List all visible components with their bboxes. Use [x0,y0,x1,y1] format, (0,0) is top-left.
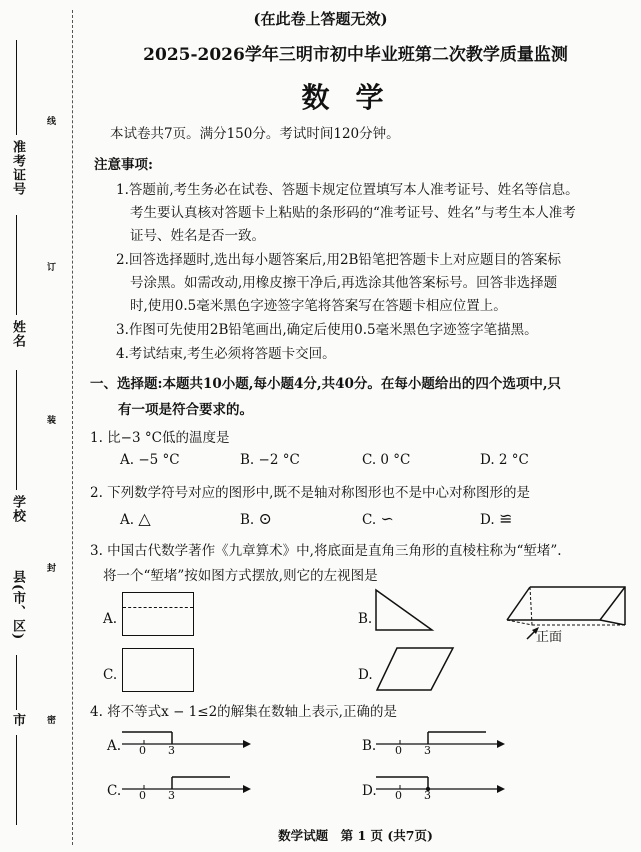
school-blank[interactable] [16,370,17,490]
tick-label-3: 3 [168,744,175,757]
section-heading-cont: 有一项是符合要求的。 [118,402,253,418]
q4-option-c-label: C. [107,783,122,799]
page-footer: 数学试题 第 1 页 (共7页) [278,828,433,843]
front-label: 正面 [536,630,563,645]
prism-figure [505,585,635,655]
q2-option-d: D. ≌ [480,509,513,528]
seal-mark-ding: 订 [45,262,55,271]
q3-option-a-rectangle-dashed [122,592,194,636]
question-4-stem: 4. 将不等式x − 1≤2的解集在数轴上表示,正确的是 [90,704,397,720]
dashed-line [123,607,193,608]
note-line: 1.答题前,考生务必在试卷、答题卡规定位置填写本人准考证号、姓名等信息。 [116,182,579,198]
notes-heading: 注意事项: [94,157,153,173]
name-blank[interactable] [16,215,17,315]
question-1-stem: 1. 比−3 °C低的温度是 [90,430,230,446]
q3-option-d-label: D. [358,667,373,683]
invalid-answer-note: (在此卷上答题无效) [253,10,388,28]
tick-label-0: 0 [139,744,146,757]
q4-option-d-label: D. [362,783,377,799]
similar-symbol-icon: ∽ [380,509,394,528]
county-blank[interactable] [16,655,17,710]
tick-label-0: 0 [395,789,402,802]
q2-option-a: A. △ [120,509,151,528]
triangle-symbol-icon: △ [138,509,151,528]
congruent-symbol-icon: ≌ [498,509,513,528]
seal-mark-xian: 线 [45,116,55,125]
q3-option-b-right-triangle [374,588,434,632]
note-line: 考生要认真核对答题卡上粘贴的条形码的“准考证号、姓名”与考生本人准考 [130,205,576,221]
q3-option-c-rectangle [122,648,194,692]
circled-dot-symbol-icon: ⊙ [258,509,272,528]
exam-intro: 本试卷共7页。满分150分。考试时间120分钟。 [110,126,400,142]
q3-option-d-parallelogram [375,646,455,692]
label-school: 学校 [10,495,25,523]
q2-option-c: C. ∽ [362,509,394,528]
q3-option-b-label: B. [358,611,373,627]
q1-option-c: C. 0 °C [362,452,411,468]
seal-mark-mi: 密 [45,715,55,724]
binding-line [72,10,73,845]
label-city: 市 [10,713,25,727]
q4-option-b-label: B. [362,738,377,754]
label-exam-number: 准考证号 [10,140,25,196]
section-heading: 一、选择题:本题共10小题,每小题4分,共40分。在每小题给出的四个选项中,只 [90,376,562,392]
exam-number-blank[interactable] [16,40,17,135]
q1-option-b: B. −2 °C [240,452,300,468]
question-3-stem-cont: 将一个“堑堵”按如图方式摆放,则它的左视图是 [103,568,378,584]
note-line: 3.作图可先使用2B铅笔画出,确定后使用0.5毫米黑色字迹签字笔描黑。 [116,322,538,338]
question-2-stem: 2. 下列数学符号对应的图形中,既不是轴对称图形也不是中心对称图形的是 [90,485,530,501]
note-line: 4.考试结束,考生必须将答题卡交回。 [116,346,336,362]
note-line: 号涂黑。如需改动,用橡皮擦干净后,再选涂其他答案标号。回答非选择题 [130,275,558,291]
note-line: 2.回答选择题时,选出每小题答案后,用2B铅笔把答题卡上对应题目的答案标 [116,252,561,268]
note-line: 时,使用0.5毫米黑色字迹签字笔将答案写在答题卡相应位置上。 [130,298,507,314]
tick-label-0: 0 [139,789,146,802]
question-3-stem: 3. 中国古代数学著作《九章算术》中,将底面是直角三角形的直棱柱称为“堑堵”. [90,543,562,559]
tick-label-3: 3 [168,789,175,802]
q3-option-c-label: C. [103,667,118,683]
q2-option-b: B. ⊙ [240,509,272,528]
label-name: 姓名 [10,320,25,348]
tick-label-0: 0 [395,744,402,757]
tick-label-3: 3 [424,744,431,757]
q4-option-a-label: A. [107,738,122,754]
subject-title: 数学 [301,81,410,114]
seal-mark-zhuang: 装 [45,415,55,424]
tick-label-3: 3 [424,789,431,802]
city-blank[interactable] [16,735,17,825]
q1-option-d: D. 2 °C [480,452,529,468]
note-line: 证号、姓名是否一致。 [130,228,265,244]
exam-title: 2025-2026学年三明市初中毕业班第二次教学质量监测 [143,45,568,65]
label-county: 县(市、区) [10,570,25,641]
seal-mark-feng: 封 [45,563,55,572]
q1-option-a: A. −5 °C [120,452,180,468]
q3-option-a-label: A. [103,611,118,627]
